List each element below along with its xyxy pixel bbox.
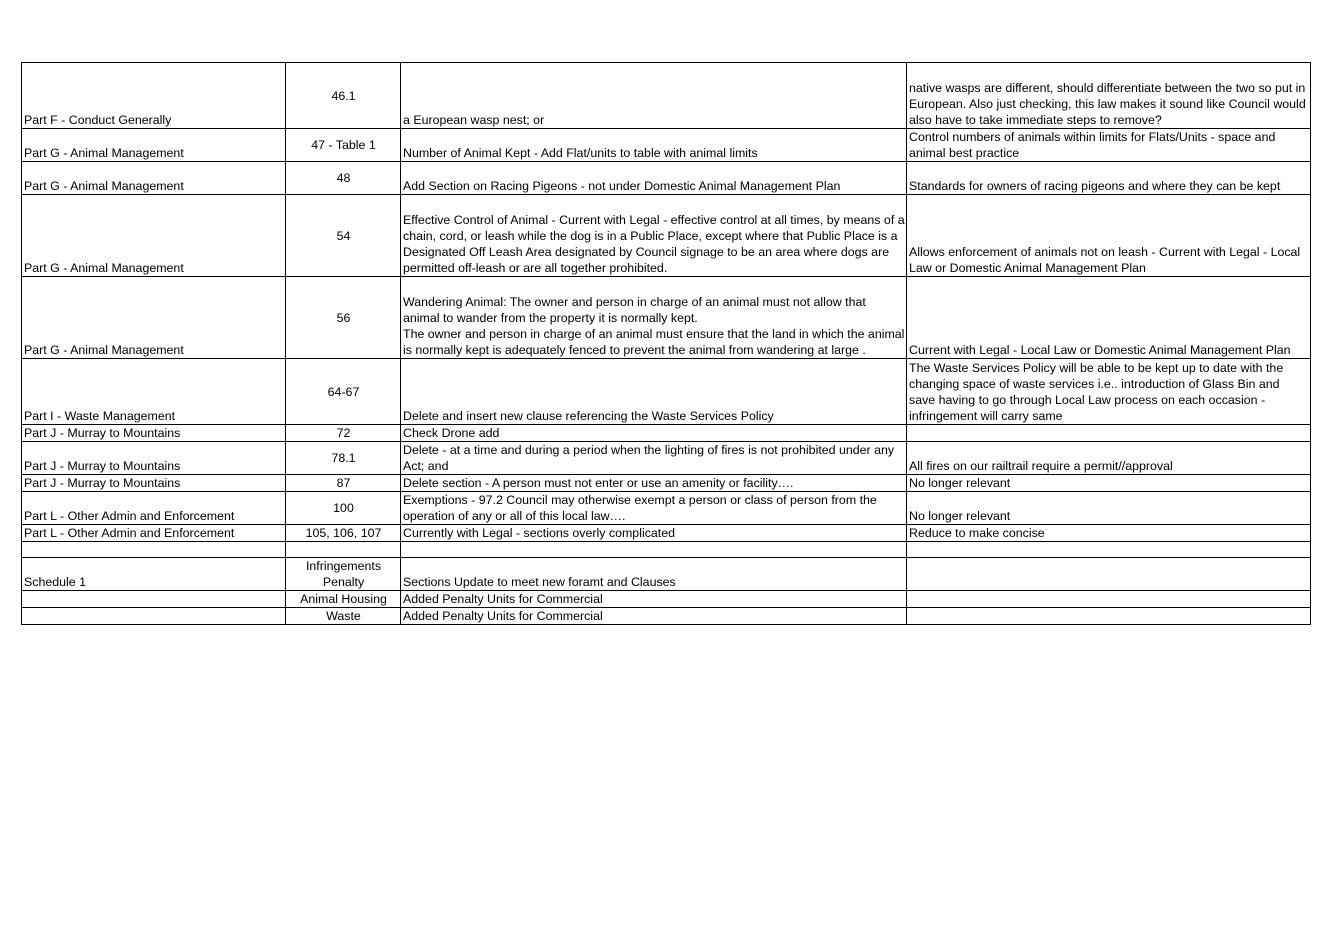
change-cell: Currently with Legal - sections overly complicated — [401, 525, 907, 542]
part-cell — [22, 591, 286, 608]
change-cell: Effective Control of Animal - Current with Legal - effective control at all times, by means of a chain, cord, or leash while the dog is in a Public Place, except where that Public Place is a Designated Off Leash Area designated by Council signage to be an area where dogs are permitted off-leash or are all together prohibited. — [401, 195, 907, 277]
part-cell: Part G - Animal Management — [22, 129, 286, 162]
part-cell: Part J - Murray to Mountains — [22, 442, 286, 475]
reason-cell: The Waste Services Policy will be able to be kept up to date with the changing space of waste services i.e.. introduction of Glass Bin and save having to go through Local Law process on each occasion - infringement will carry same — [907, 359, 1311, 425]
reason-cell — [907, 591, 1311, 608]
change-cell: a European wasp nest; or — [401, 63, 907, 129]
table-row — [22, 129, 1311, 162]
reason-cell — [907, 608, 1311, 625]
reason-cell: No longer relevant — [907, 492, 1311, 525]
part-cell: Part G - Animal Management — [22, 277, 286, 359]
clause-cell — [286, 542, 401, 558]
change-cell: Delete section - A person must not enter or use an amenity or facility…. — [401, 475, 907, 492]
local-law-review-table — [21, 62, 1311, 625]
reason-cell: native wasps are different, should differentiate between the two so put in European. Also just checking, this law makes it sound like Council would also have to take immediate steps to remove? — [907, 63, 1311, 129]
part-cell: Part G - Animal Management — [22, 195, 286, 277]
table-row — [22, 63, 1311, 129]
reason-cell — [907, 558, 1311, 591]
clause-cell: 105, 106, 107 — [286, 525, 401, 542]
change-cell — [401, 542, 907, 558]
part-cell: Part G - Animal Management — [22, 162, 286, 195]
table-row — [22, 162, 1311, 195]
table-row — [22, 359, 1311, 425]
table-row — [22, 195, 1311, 277]
part-cell — [22, 608, 286, 625]
clause-cell: 64-67 — [286, 359, 401, 425]
clause-cell: 56 — [286, 277, 401, 359]
table-row — [22, 542, 1311, 558]
change-cell: Sections Update to meet new foramt and Clauses — [401, 558, 907, 591]
reason-cell: Reduce to make concise — [907, 525, 1311, 542]
reason-cell: Allows enforcement of animals not on leash - Current with Legal - Local Law or Domestic Animal Management Plan — [907, 195, 1311, 277]
table-row — [22, 558, 1311, 591]
table-row — [22, 608, 1311, 625]
part-cell: Part L - Other Admin and Enforcement — [22, 492, 286, 525]
table-row — [22, 492, 1311, 525]
reason-cell: Control numbers of animals within limits for Flats/Units - space and animal best practice — [907, 129, 1311, 162]
clause-cell: 46.1 — [286, 63, 401, 129]
clause-cell: 100 — [286, 492, 401, 525]
table-row — [22, 442, 1311, 475]
part-cell: Part F - Conduct Generally — [22, 63, 286, 129]
change-cell: Add Section on Racing Pigeons - not under Domestic Animal Management Plan — [401, 162, 907, 195]
change-cell: Delete and insert new clause referencing the Waste Services Policy — [401, 359, 907, 425]
table-row — [22, 525, 1311, 542]
change-cell: Wandering Animal: The owner and person in charge of an animal must not allow that animal to wander from the property it is normally kept. The owner and person in charge of an animal must ensure that the land in which the animal is normally kept is adequately fenced to prevent the animal from wandering at large . — [401, 277, 907, 359]
part-cell — [22, 542, 286, 558]
clause-cell: 87 — [286, 475, 401, 492]
clause-cell: Waste — [286, 608, 401, 625]
reason-cell — [907, 542, 1311, 558]
reason-cell — [907, 425, 1311, 442]
change-cell: Number of Animal Kept - Add Flat/units to table with animal limits — [401, 129, 907, 162]
change-cell: Check Drone add — [401, 425, 907, 442]
table-row — [22, 277, 1311, 359]
reason-cell: All fires on our railtrail require a permit//approval — [907, 442, 1311, 475]
part-cell: Schedule 1 — [22, 558, 286, 591]
part-cell: Part I - Waste Management — [22, 359, 286, 425]
clause-cell: Animal Housing — [286, 591, 401, 608]
change-cell: Added Penalty Units for Commercial — [401, 608, 907, 625]
change-cell: Delete - at a time and during a period when the lighting of fires is not prohibited under any Act; and — [401, 442, 907, 475]
table-row — [22, 475, 1311, 492]
part-cell: Part J - Murray to Mountains — [22, 475, 286, 492]
part-cell: Part L - Other Admin and Enforcement — [22, 525, 286, 542]
part-cell: Part J - Murray to Mountains — [22, 425, 286, 442]
reason-cell: No longer relevant — [907, 475, 1311, 492]
change-cell: Added Penalty Units for Commercial — [401, 591, 907, 608]
table-row — [22, 425, 1311, 442]
clause-cell: 78.1 — [286, 442, 401, 475]
reason-cell: Standards for owners of racing pigeons and where they can be kept — [907, 162, 1311, 195]
reason-cell: Current with Legal - Local Law or Domestic Animal Management Plan — [907, 277, 1311, 359]
clause-cell: 72 — [286, 425, 401, 442]
clause-cell: Infringements Penalty — [286, 558, 401, 591]
clause-cell: 54 — [286, 195, 401, 277]
clause-cell: 47 - Table 1 — [286, 129, 401, 162]
change-cell: Exemptions - 97.2 Council may otherwise exempt a person or class of person from the operation of any or all of this local law…. — [401, 492, 907, 525]
clause-cell: 48 — [286, 162, 401, 195]
table-row — [22, 591, 1311, 608]
